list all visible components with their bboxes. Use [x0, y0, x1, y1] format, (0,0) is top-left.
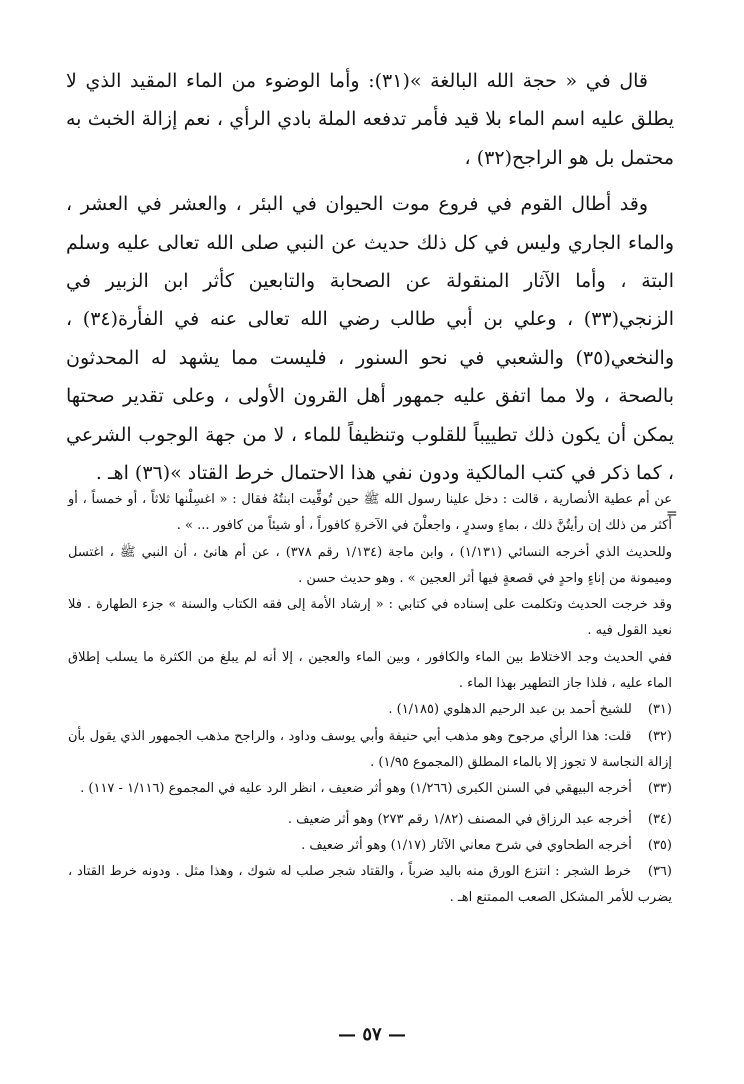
footnote-31	[68, 697, 672, 723]
footnote-number: (٣٥)	[647, 837, 672, 853]
page-number: — ٥٧ —	[338, 1024, 406, 1045]
footnote-continuation: وقد خرجت الحديث وتكلمت على إسناده في كتابي : « إرشاد الأمة إلى فقه الكتاب والسنة » جزء الطهارة . فلا نعيد القول فيه .	[68, 597, 672, 639]
footnote-text: خرط الشجر : انتزع الورق منه باليد ضرباً ، والقتاد شجر صلب له شوك ، وهذا مثل . ودونه خرط القتاد ، يضرب للأمر المشكل الصعب الممتنع اهـ .	[68, 864, 672, 906]
footnotes	[68, 487, 672, 912]
footnote-34	[68, 807, 672, 833]
paragraph	[66, 185, 674, 492]
footnote-text: أخرجه الطحاوي في شرح معاني الآثار (١/١٧) وهو أثر ضعيف .	[301, 837, 632, 853]
footnote-number: (٣٣)	[647, 781, 672, 797]
footnote-number: (٣٢)	[647, 728, 672, 744]
footnote-continuation: ففي الحديث وجد الاختلاط بين الماء والكافور ، وبين الماء والعجين ، إلا أنه لم يبلغ من الكثرة ما يسلب إطلاق الماء عليه ، فلذا جاز التطهير بهذا الماء .	[68, 649, 673, 692]
paragraph	[66, 62, 674, 177]
footnote-35	[68, 833, 672, 859]
footnote-number: (٣٤)	[647, 811, 672, 827]
footnote-number: (٣٦)	[647, 864, 672, 880]
footnote-text: أخرجه عبد الرزاق في المصنف (١/٨٢ رقم ٢٧٣) وهو أثر ضعيف .	[287, 811, 632, 827]
footnote-text: للشيخ أحمد بن عبد الرحيم الدهلوي (١/١٨٥) .	[388, 702, 632, 718]
main-text	[66, 62, 674, 492]
footnote-text: أخرجه البيهقي في السنن الكبرى (١/٢٦٦) وهو أثر ضعيف ، انظر الرد عليه في المجموع (١/١١٦ - ١١٧) .	[80, 781, 632, 797]
footnote-text: قلت: هذا الرأي مرجوح وهو مذهب أبي حنيفة وأبي يوسف وداود ، والراجح مذهب الجمهور الذي يقول بأن إزالة النجاسة لا تجوز إلا بالماء المطلق (المجموع ١/٩٥) .	[68, 728, 672, 770]
footnote-continuation-mark: =	[666, 506, 678, 522]
paragraph-text: وقد أطال القوم في فروع موت الحيوان في البئر ، والعشر في العشر ، والماء الجاري وليس في كل ذلك حديث عن النبي صلى الله تعالى عليه وسلم البتة ، وأما الآثار المنقولة عن الصحابة والتابعين كأثر ابن الزبير في الزنجي(٣٣) ، وعلي بن أبي طالب رضي الله تعالى عنه في الفأرة(٣٤) ، والنخعي(٣٥) والشعبي في نحو السنور ، فليست مما يشهد له المحدثون بالصحة ، ولا مما اتفق عليه جمهور أهل القرون الأولى ، وعلى تقدير صحتها يمكن أن يكون ذلك تطييباً للقلوب وتنظيفاً للماء ، لا من جهة الوجوب الشرعي ، كما ذكر في كتب المالكية ودون نفي هذا الاحتمال خرط القتاد »(٣٦) اهـ .	[66, 193, 674, 485]
footnote-33	[68, 776, 672, 802]
footnote-number: (٣١)	[647, 702, 672, 718]
footnote-continuation: عن أم عطية الأنصارية ، قالت : دخل علينا رسول الله ﷺ حين تُوفِّيت ابنتُهُ فقال : « اغسِلْنها ثلاثاً ، أو خمساً ، أو أكثر من ذلك إن رأيتُنَّ ذلك ، بماءٍ وسدرٍ ، واجعلْنَ في الآخرةِ كافوراً ، أو شيئاً من كافور ... » .	[68, 492, 672, 534]
paragraph-text: قال في « حجة الله البالغة »(٣١): وأما الوضوء من الماء المقيد الذي لا يطلق عليه اسم الماء بلا قيد فأمر تدفعه الملة بادي الرأي ، نعم إزالة الخبث به محتمل بل هو الراجح(٣٢) ،	[66, 70, 674, 169]
footnote-continuation: وللحديث الذي أخرجه النسائي (١/١٣١) ، وابن ماجة (١/١٣٤ رقم ٣٧٨) ، عن أم هانئ ، أن النبي ﷺ ، اغتسل وميمونة من إناءٍ واحدٍ في قصعةٍ فيها أثر العجين » . وهو حديث حسن .	[68, 544, 672, 586]
footnote-32	[68, 724, 672, 777]
footnote-36	[68, 859, 672, 912]
